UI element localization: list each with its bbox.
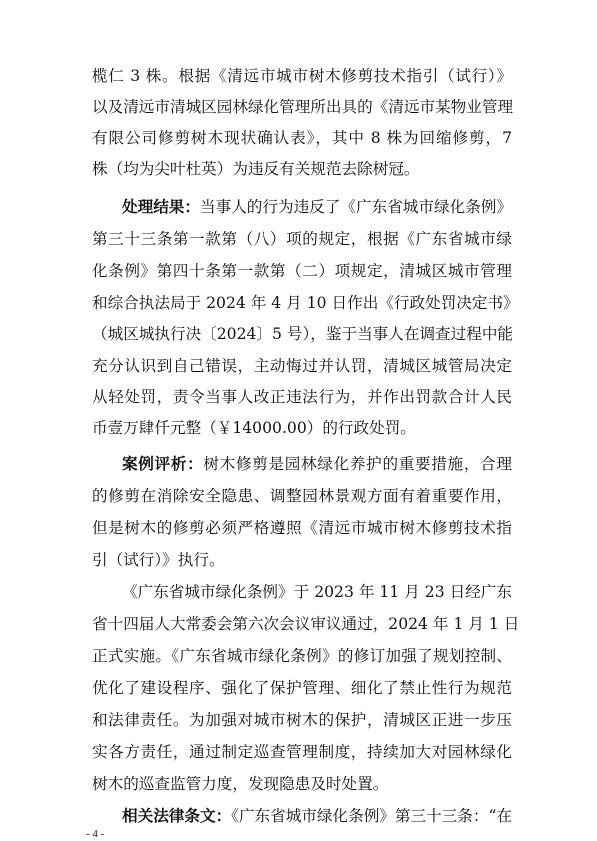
body-text-line: 和综合执法局于 2024 年 4 月 10 日作出《行政处罚决定书》 <box>92 294 519 312</box>
result-heading: 处理结果： <box>122 198 200 216</box>
body-text-line: 树木的巡查监管力度，发现隐患及时处置。 <box>92 775 389 793</box>
body-text-line: 和法律责任。为加强对城市树木的保护，清城区正进一步压 <box>92 711 512 729</box>
body-text-line: 币壹万肆仟元整（￥14000.00）的行政处罚。 <box>92 419 416 437</box>
body-text-line: 有限公司修剪树木现状确认表》，其中 8 株为回缩修剪，7 <box>92 129 512 147</box>
body-text-line: 正式实施。《广东省城市绿化条例》的修订加强了规划控制、 <box>92 647 512 665</box>
analysis-heading: 案例评析： <box>122 455 204 473</box>
body-text-line: 第三十三条第一款第（八）项的规定，根据《广东省城市绿 <box>92 230 512 248</box>
body-text-line: 的修剪在消除安全隐患、调整园林景观方面有着重要作用， <box>92 487 512 505</box>
body-text-line: 充分认识到自己错误，主动悔过并认罚，清城区城管局决定 <box>92 357 512 375</box>
body-text-line: 化条例》第四十条第一款第（二）项规定，清城区城市管理 <box>92 262 512 280</box>
body-text-line: 优化了建设程序、强化了保护管理、细化了禁止性行为规范 <box>92 679 512 697</box>
body-text-line: 从轻处罚，责令当事人改正违法行为，并作出罚款合计人民 <box>92 388 512 406</box>
body-text-line: 《广东省城市绿化条例》于 2023 年 11 月 23 日经广东 <box>122 583 512 601</box>
body-text-line: 引（试行）》执行。 <box>92 551 225 569</box>
body-text-span: 《广东省城市绿化条例》第三十三条：“在 <box>231 807 513 825</box>
body-text-line: 株（均为尖叶杜英）为违反有关规范去除树冠。 <box>92 160 420 178</box>
result-paragraph-first-line <box>122 195 512 219</box>
body-text-line: 但是树木的修剪必须严格遵照《清远市城市树木修剪技术指 <box>92 519 512 537</box>
law-paragraph-first-line <box>122 804 512 828</box>
page-number: - 4 - <box>86 828 105 840</box>
body-text-span: 当事人的行为违反了《广东省城市绿化条例》 <box>200 198 512 216</box>
body-text-line: 榄仁 3 株。根据《清远市城市树木修剪技术指引（试行）》 <box>92 67 512 85</box>
law-heading: 相关法律条文： <box>122 807 232 825</box>
body-text-line: 省十四届人大常委会第六次会议审议通过，2024 年 1 月 1 日 <box>92 615 520 633</box>
analysis-paragraph-first-line <box>122 452 512 476</box>
body-text-span: 树木修剪是园林绿化养护的重要措施，合理 <box>203 455 512 473</box>
body-text-line: 以及清远市清城区园林绿化管理所出具的《清远市某物业管理 <box>92 98 514 116</box>
body-text-line: （城区城执行决〔2024〕5 号），鉴于当事人在调查过程中能 <box>92 325 514 343</box>
body-text-line: 实各方责任，通过制定巡查管理制度，持续加大对园林绿化 <box>92 743 512 761</box>
